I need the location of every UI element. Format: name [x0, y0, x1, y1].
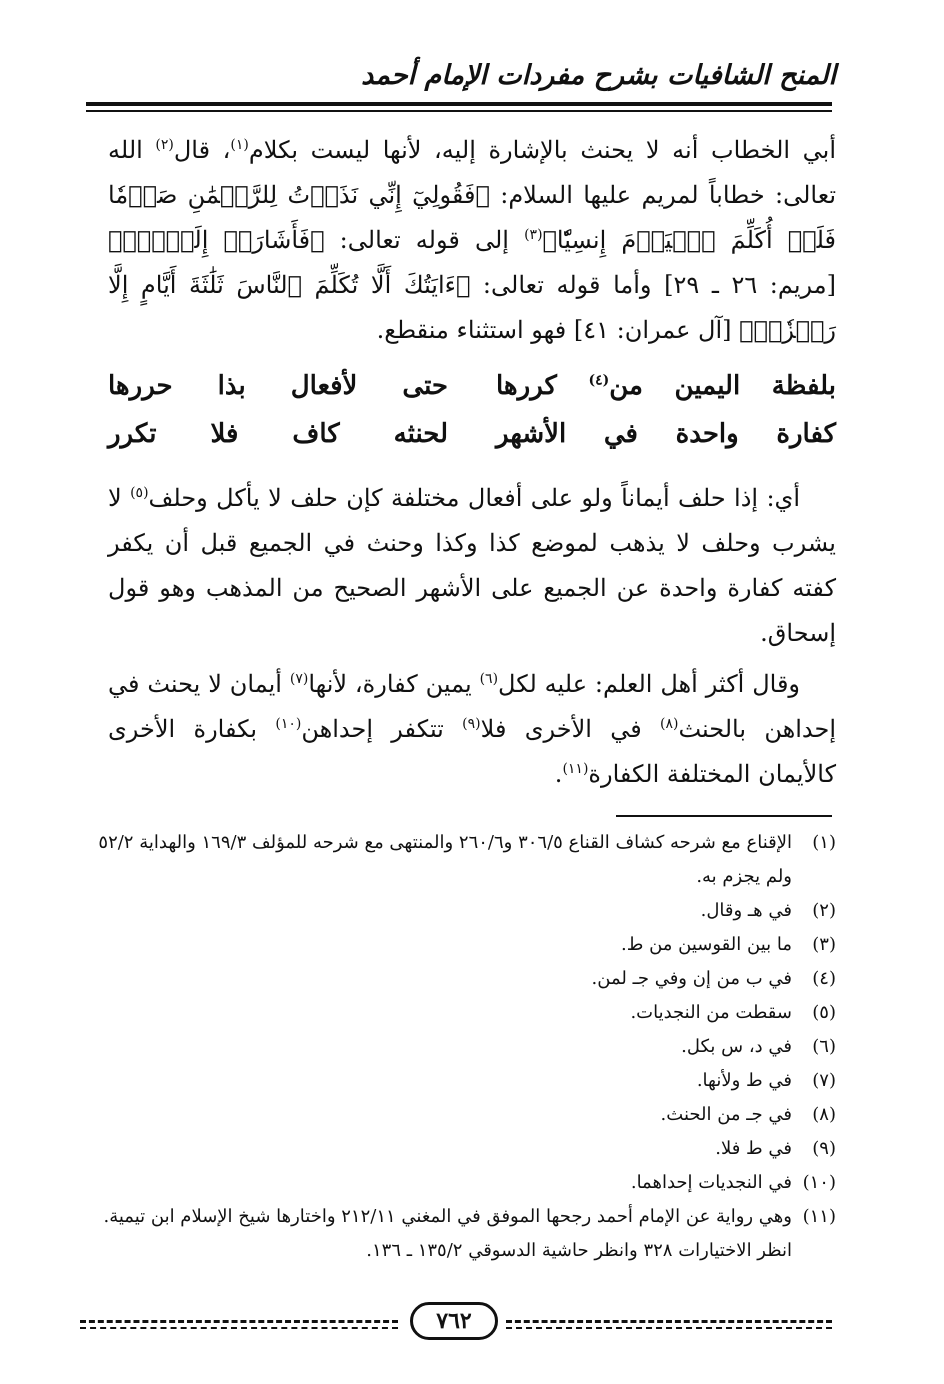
paragraph-1	[108, 128, 836, 353]
footnote-item	[96, 962, 836, 996]
poem-verses	[108, 362, 836, 458]
footer-dashed-rule-right-lower	[506, 1327, 832, 1329]
footnote-ref-2: (٢)	[155, 137, 174, 153]
paragraph-1-text-a: أبي الخطاب أنه لا يحنث بالإشارة إليه، لأنها ليست بكلام	[248, 136, 836, 164]
verse-1-second-hemistich: حتى لأفعال بذا حررها	[108, 371, 448, 401]
footnote-number: (٢)	[812, 900, 836, 921]
footer-dashed-rule-right	[506, 1320, 832, 1323]
footnote-item	[96, 1200, 836, 1268]
footnote-text: في ب من إن وفي جـ لمن.	[591, 968, 792, 989]
footnote-ref-9: (٩)	[462, 716, 481, 732]
footnote-ref-3: (٣)	[524, 227, 543, 243]
verse-2-second-hemistich: لحنثه كاف فلا تكرر	[108, 419, 448, 449]
footnote-number: (٥)	[812, 1002, 836, 1023]
footnote-number: (٩)	[812, 1138, 836, 1159]
footnote-text: الإقناع مع شرحه كشاف القناع ٣٠٦/٥ و٢٦٠/٦ والمنتهى مع شرحه للمؤلف ١٦٩/٣ والهداية ٥٢/٢ ولم يجزم به.	[98, 832, 792, 887]
footnote-text: في ط ولأنها.	[696, 1070, 792, 1091]
footnote-ref-5: (٥)	[130, 485, 149, 501]
paragraph-3: وقال أكثر أهل العلم: عليه لكل$^{(٦)}$ يمين كفارة، لأنها$^{(٧)}$ أيمان لا يحنث في إحداهن بالحنث$^{(٨)}$ في الأخرى فلا$^{(٩)}$ تتكفر إحداهن$^{(١٠)}$ بكفارة الأخرى كالأيمان المختلفة الكفارة$^{(١١)}$.	[108, 670, 837, 788]
running-header-title: المنح الشافيات بشرح مفردات الإمام أحمد	[361, 60, 836, 91]
footnote-text: ما بين القوسين من ط.	[621, 934, 792, 955]
header-rule-thin	[86, 110, 832, 112]
footnote-number: (٦)	[812, 1036, 836, 1057]
footnote-ref-7: (٧)	[289, 671, 309, 687]
footnote-text: وهي رواية عن الإمام أحمد رجحها الموفق في المغني ٢١٢/١١ واختارها شيخ الإسلام ابن تيمية. انظر الاختيارات ٣٢٨ وانظر حاشية الدسوقي ١٣٥/٢ ـ ١٣٦.	[103, 1206, 792, 1261]
footnote-item	[96, 1166, 836, 1200]
paragraph-1-text-b: ، قال	[173, 136, 231, 164]
page-number: ٧٦٢	[410, 1302, 498, 1340]
footnote-text: في النجديات إحداهما.	[630, 1172, 792, 1193]
page-footer	[80, 1302, 832, 1342]
footnote-ref-6: (٦)	[479, 671, 499, 687]
footnote-item	[96, 1132, 836, 1166]
footnote-separator	[616, 815, 832, 817]
footnote-text: في د، س بكل.	[681, 1036, 792, 1057]
verse-line-1	[108, 362, 836, 410]
footnote-text: سقطت من النجديات.	[630, 1002, 792, 1023]
verse-line-2	[108, 410, 836, 458]
footnote-item	[96, 826, 836, 894]
footnotes-section	[96, 826, 836, 1268]
verse-2-first-hemistich: كفارة واحدة في الأشهر	[496, 419, 836, 449]
footnote-item	[96, 1030, 836, 1064]
paragraph-2: أي: إذا حلف أيماناً ولو على أفعال مختلفة كإن حلف لا يأكل وحلف$^{(٥)}$ لا يشرب وحلف لا يذهب لموضع كذا وكذا وحنث في الجميع قبل أن يكفر كفته كفارة واحدة عن الجميع على الأشهر الصحيح من المذهب وهو قول إسحاق.	[108, 484, 836, 647]
footnote-text: في هـ وقال.	[700, 900, 792, 921]
footnote-ref-4: (٤)	[588, 372, 610, 389]
footer-dashed-rule-left	[80, 1320, 398, 1323]
paragraph-1-text-d: إلى قوله تعالى: ﴿فَأَشَارَتۡ إِلَيۡهِۖ﴾ [مريم: ٢٦ ـ ٢٩] وأما قوله تعالى: ﴿ءَايَتُكَ أَلَّا تُكَلِّمَ ٱلنَّاسَ ثَلَٰثَةَ أَيَّامٍ إِلَّا رَمۡزٗاۗ﴾ [آل عمران: ٤١] فهو استثناء منقطع.	[108, 226, 836, 344]
footer-dashed-rule-left-lower	[80, 1327, 398, 1329]
footnote-number: (٨)	[812, 1104, 836, 1125]
footnote-number: (٧)	[812, 1070, 836, 1091]
footnote-number: (١)	[812, 832, 836, 853]
verse-1-first-hemistich: بلفظة اليمين من$^{(٤)}$ كررها	[496, 371, 836, 401]
footnote-item	[96, 894, 836, 928]
footnote-item	[96, 996, 836, 1030]
footnote-number: (١١)	[802, 1206, 836, 1227]
footnote-ref-10: (١٠)	[275, 716, 302, 732]
footnote-text: في جـ من الحنث.	[660, 1104, 792, 1125]
header-rule-thick	[86, 102, 832, 106]
footnote-item	[96, 928, 836, 962]
footnote-number: (٤)	[812, 968, 836, 989]
footnote-number: (٣)	[812, 934, 836, 955]
footnote-ref-1: (١)	[230, 137, 249, 153]
footnote-ref-11: (١١)	[562, 761, 589, 777]
footnote-text: في ط فلا.	[715, 1138, 792, 1159]
footnote-number: (١٠)	[802, 1172, 836, 1193]
footnote-ref-8: (٨)	[659, 716, 679, 732]
paragraph-1-text-c: الله تعالى: خطاباً لمريم عليها السلام: ﴿فَقُولِيٓ إِنِّي نَذَرۡتُ لِلرَّحۡمَٰنِ صَوۡمٗا فَلَنۡ أُكَلِّمَ ٱلۡيَوۡمَ إِنسِيّٗا﴾	[108, 136, 837, 254]
footnote-item	[96, 1064, 836, 1098]
footnote-item	[96, 1098, 836, 1132]
